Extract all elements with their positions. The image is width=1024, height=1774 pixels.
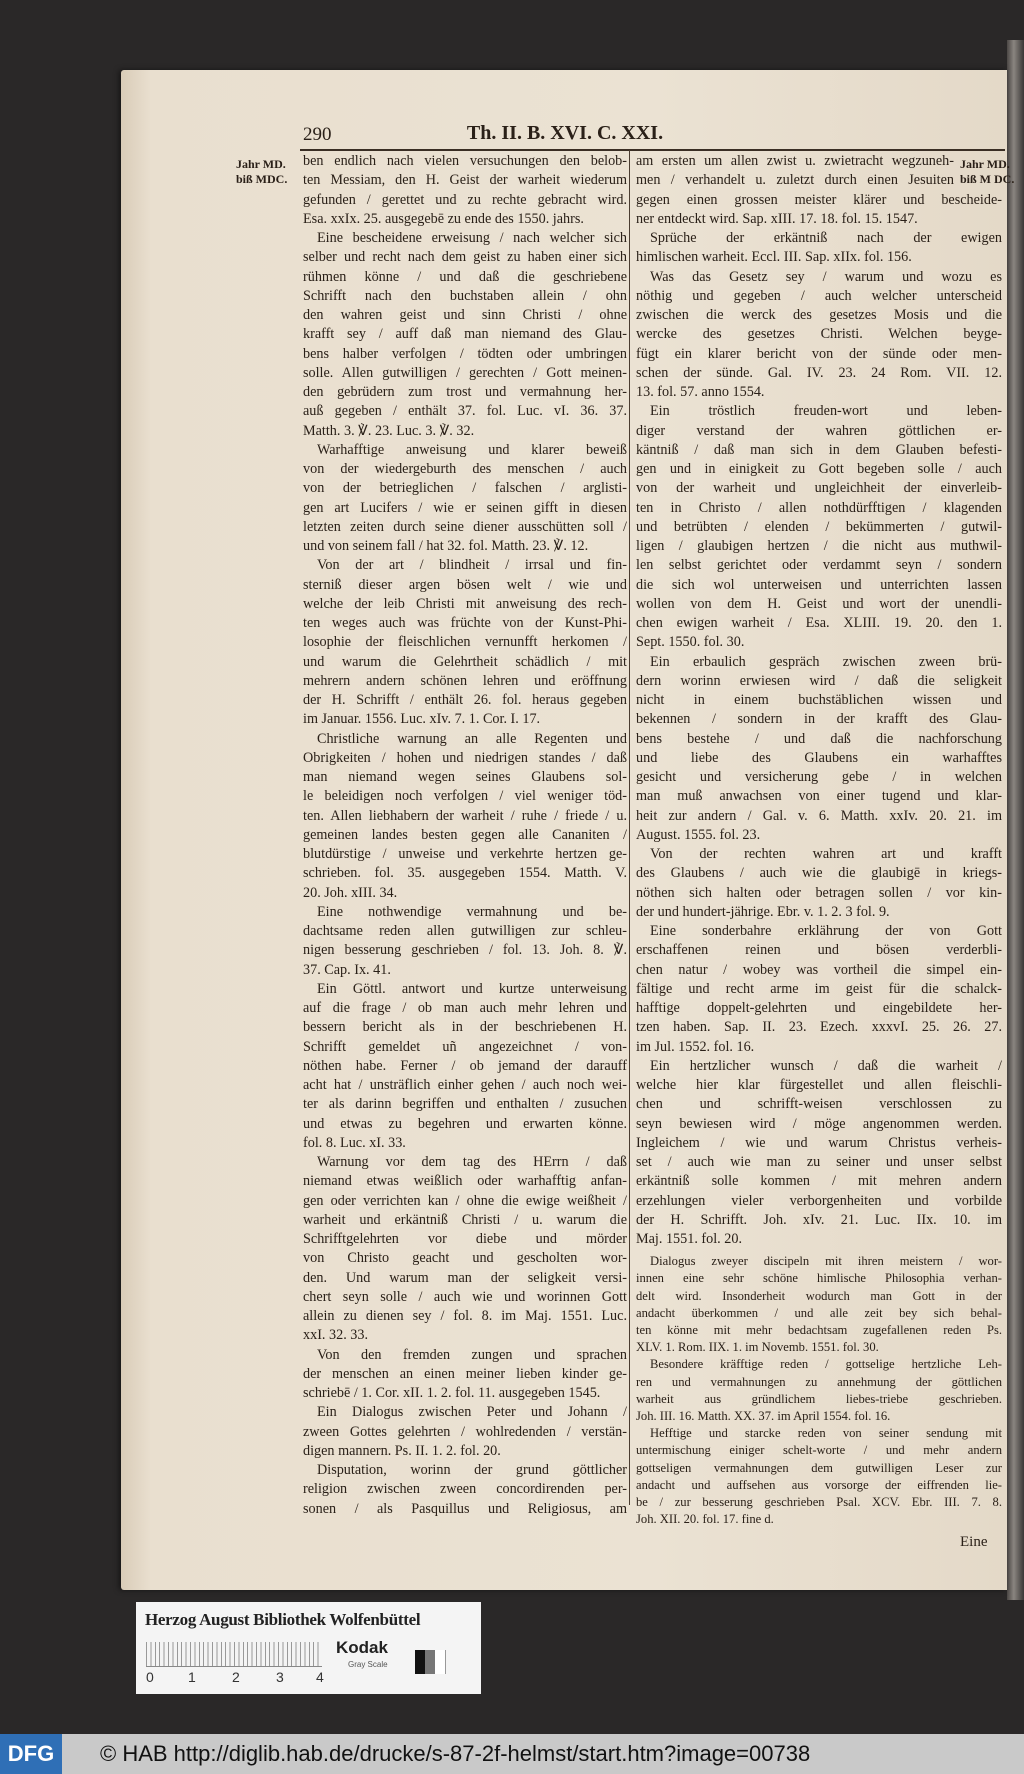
- text-line: gottseligen vermahnungen dem gutwilligen Leser zur: [636, 1460, 1002, 1475]
- text-line: und von seinem fall / hat 32. fol. Matth. 23. ℣. 12.: [303, 538, 589, 554]
- copyright-link[interactable]: © HAB http://diglib.hab.de/drucke/s-87-2f-helmst/start.htm?image=00738: [100, 1741, 811, 1766]
- left-column: [303, 152, 627, 1519]
- text-line: Disputation, worinn der grund göttlicher: [317, 1462, 627, 1478]
- text-line: Besondere kräfftige reden / gottselige hertzliche Leh-: [650, 1357, 1002, 1372]
- text-line: Sept. 1550. fol. 30.: [636, 634, 745, 651]
- right-column-main: [636, 152, 1002, 1249]
- text-line: schrieben. fol. 35. ausgegeben 1554. Matth. V.: [303, 865, 627, 882]
- text-line: mehrern andern schönen lehren und eröffnung: [303, 672, 627, 689]
- header-rule: [300, 149, 1005, 151]
- text-line: nigen besserung geschrieben / fol. 13. Joh. 8. ℣.: [303, 942, 627, 959]
- text-line: wercke des gesetzes Christi. Welchen beyge-: [636, 326, 1002, 343]
- text-line: bens halber verfolgen / tödten oder umbringen: [303, 345, 627, 362]
- text-line: Was das Gesetz sey / warum und wozu es: [650, 268, 1002, 285]
- text-line: Eine nothwendige vermahnung und be-: [317, 903, 627, 920]
- text-line: gefunden / gerettet und zu rechte gebracht wird.: [303, 191, 627, 208]
- text-line: niemand etwas weißlich oder warhafftig anfan-: [303, 1173, 627, 1190]
- text-line: Eine sonderbahre erklährung der von Gott: [650, 923, 1002, 939]
- text-line: solle. Allen gutwilligen / gerechten / Gott meinen-: [303, 364, 627, 381]
- text-line: schriebē / 1. Cor. xII. 1. 2. fol. 11. ausgegeben 1545.: [303, 1385, 601, 1401]
- text-line: Esa. xxIx. 25. ausgegebē zu ende des 1550. jahrs.: [303, 210, 584, 227]
- text-line: von der betrieglichen / falschen / arglisti-: [303, 480, 627, 497]
- text-line: welche hier klar fürgestellet und allen fleischli-: [636, 1077, 1002, 1093]
- text-line: andacht überkommen / und alle zeit bey sich behal-: [636, 1305, 1002, 1320]
- text-line: Ein hertzlicher wunsch / daß die warheit /: [650, 1057, 1002, 1074]
- text-line: 13. fol. 57. anno 1554.: [636, 384, 765, 400]
- text-line: innen eine sehr schöne himlische Philosophia verhan-: [636, 1271, 1002, 1286]
- text-line: man muß anwachsen von einer tugend und klar-: [636, 788, 1002, 805]
- text-line: warheit und erkäntniß Christi / u. warum die: [303, 1211, 627, 1228]
- text-line: sterniß dieser argen bösen welt / wie und: [303, 576, 627, 593]
- text-line: ren und vermahnungen zu annehmung der göttlichen: [636, 1374, 1002, 1389]
- text-line: Ein Dialogus zwischen Peter und Johann /: [317, 1404, 627, 1421]
- text-line: ter als darinn begriffen und enthalten / zusuchen: [303, 1096, 627, 1113]
- text-line: von der warheit und ungleichheit der einverleib-: [636, 480, 1002, 497]
- text-line: der und hundert-jährige. Ebr. v. 1. 2. 3 fol. 9.: [636, 903, 890, 920]
- catchword: Eine: [960, 1534, 988, 1550]
- scale-ruler: [146, 1642, 322, 1667]
- text-line: Obrigkeiten / hohen und niedrigen standes / daß: [303, 749, 627, 766]
- text-line: le beleidigen noch verfolgen / viel weniger töd-: [303, 788, 627, 805]
- text-line: blutdürstige / unweise und verkehrte hertzen ge-: [303, 846, 627, 862]
- text-line: und warum die Gelehrtheit schädlich / mit: [303, 653, 627, 670]
- text-line: Joh. III. 16. Matth. XX. 37. im April 1554. fol. 16.: [636, 1408, 891, 1423]
- text-line: gen und in einigkeit zu Gott begeben solle / auch: [636, 461, 1002, 477]
- text-line: und liebe des Glaubens ein warhafftes: [636, 749, 1002, 766]
- text-line: acht hat / unsträflich einher gehen / auch noch wei-: [303, 1077, 627, 1093]
- text-line: auf die frage / ob man auch mehr lehren und: [303, 1000, 627, 1016]
- text-line: XLV. 1. Rom. IIX. 1. im Novemb. 1551. fol. 30.: [636, 1340, 879, 1355]
- margin-note-line: biß MDC.: [236, 172, 288, 186]
- text-line: letzten zeiten durch seine diener ausschütten soll /: [303, 518, 627, 535]
- text-line: und etwas zu begehren und erwarten könne.: [303, 1115, 627, 1132]
- text-line: ten. Allen liebhabern der warheit / ruhe / friede / u.: [303, 807, 627, 824]
- text-line: rühmen könne / und daß die geschriebene: [303, 268, 627, 285]
- gray-swatch: [425, 1650, 435, 1674]
- margin-note-line: Jahr MD.: [236, 157, 286, 171]
- text-line: Von den fremden zungen und sprachen: [317, 1346, 627, 1363]
- text-line: fältige und recht arme im geist für die schalck-: [636, 980, 1002, 997]
- column-divider: [629, 150, 630, 1505]
- white-swatch: [435, 1650, 446, 1674]
- page-number: 290: [303, 124, 332, 145]
- text-line: ligen / glaubigen hertzen / die nicht aus muthwil-: [636, 538, 1002, 554]
- text-line: losophie der fleischlichen vernunfft herkomen /: [303, 634, 627, 651]
- text-line: im Jul. 1552. fol. 16.: [636, 1038, 755, 1055]
- ruler-tick: 2: [232, 1669, 240, 1685]
- text-line: den gebrüdern zum trost und vermahnung her-: [303, 384, 627, 400]
- text-line: erzehlungen vieler verborgenheiten und vorbilde: [636, 1192, 1002, 1209]
- text-line: gemeinen landes besten gegen alle Cananiten /: [303, 826, 627, 843]
- text-line: andacht und auffsehen aus vorsorge der eiffrenden lie-: [636, 1477, 1002, 1492]
- text-line: zwischen die werck des gesetzes Mosis und die: [636, 307, 1002, 323]
- text-line: gen art Lucifers / wie er seinen gifft in diesen: [303, 499, 627, 516]
- text-line: Maj. 1551. fol. 20.: [636, 1231, 743, 1247]
- text-line: gesicht und versicherung gebe / in welchen: [636, 769, 1002, 785]
- text-line: nöthen sich halten oder betragen sollen / vor kin-: [636, 884, 1002, 901]
- text-line: religion zwischen zween concordirenden per-: [303, 1481, 627, 1498]
- text-line: ten Messiam, den H. Geist der warheit wiederum: [303, 172, 627, 189]
- text-line: selber und recht nach dem geist zu haben einer sich: [303, 249, 627, 266]
- text-line: Von der rechten wahren art und krafft: [650, 846, 1002, 862]
- text-line: Matth. 3. ℣. 23. Luc. 3. ℣. 32.: [303, 422, 475, 439]
- text-line: erkäntniß solle kommen / mit mehren andern: [636, 1173, 1002, 1190]
- text-line: den wahren geist und sinn Christi / ohne: [303, 307, 627, 323]
- text-line: die sich wol unterweisen und unterrichten lassen: [636, 576, 1002, 593]
- text-line: Dialogus zweyer discipeln mit ihren meistern / wor-: [650, 1254, 1002, 1269]
- text-line: ten weges auch was früchte von der Kunst-Phi-: [303, 615, 627, 631]
- scan-color-label: [136, 1602, 481, 1694]
- text-line: nicht in einem buchstäblichen wissen und: [636, 692, 1002, 708]
- text-line: von der wiedergeburth des menschen / auch: [303, 461, 627, 477]
- text-line: len selbst gerichtet oder verdammt seyn / sondern: [636, 557, 1002, 574]
- text-line: chen natur / wobey was vortheil die simpel ein-: [636, 961, 1002, 978]
- text-line: untermischung einiger schelt-worte / und mehr andern: [636, 1443, 1002, 1458]
- text-line: Eine bescheidene erweisung / nach welcher sich: [317, 230, 627, 246]
- text-line: auß gegeben / enthält 37. fol. Luc. vI. 36. 37.: [303, 403, 627, 420]
- dfg-logo: DFG: [0, 1734, 62, 1774]
- text-line: bens bestehe / und daß die nachforschung: [636, 730, 1002, 747]
- ruler-tick: 3: [276, 1669, 284, 1685]
- book-edge: [1007, 40, 1024, 1600]
- ruler-tick: 1: [188, 1669, 196, 1685]
- gray-scale-label: Gray Scale: [348, 1660, 388, 1669]
- text-line: fol. 8. Luc. xI. 33.: [303, 1134, 406, 1151]
- text-line: tzen haben. Sap. II. 23. Ezech. xxxvI. 25. 26. 27.: [636, 1019, 1002, 1036]
- text-line: der H. Schrifft / enthält 26. fol. heraus gegeben: [303, 692, 627, 708]
- text-line: Warnung vor dem tag des HErrn / daß: [317, 1154, 627, 1170]
- text-line: delt wird. Insonderheit wodurch man Gott in der: [636, 1288, 1002, 1303]
- text-line: und betrübten / elenden / bekümmerten / gutwil-: [636, 518, 1002, 535]
- text-line: Ein tröstlich freuden-wort und leben-: [650, 403, 1002, 420]
- text-line: man niemand wegen seines Glaubens sol-: [303, 769, 627, 785]
- text-line: Ingleichem / wie und warum Christus verheis-: [636, 1134, 1002, 1151]
- text-line: 37. Cap. Ix. 41.: [303, 961, 391, 978]
- text-line: diger verstand der wahren göttlichen er-: [636, 422, 1002, 439]
- text-line: Hefftige und starcke reden von seiner sendung mit: [650, 1426, 1002, 1441]
- black-swatch: [415, 1650, 425, 1674]
- right-column-small-print: [636, 1253, 1002, 1528]
- footer-bar: [0, 1734, 1024, 1774]
- text-line: heit zur andern / Gal. v. 6. Matth. xxIv. 20. 21. im: [636, 807, 1002, 824]
- margin-note-left: [236, 157, 287, 187]
- text-line: nöthen habe. Ferner / ob jemand der darauff: [303, 1057, 627, 1074]
- right-column: [636, 152, 1002, 1528]
- text-line: erschaffenen reinen und bösen verderbli-: [636, 942, 1002, 959]
- text-line: krafft sey / auff daß man niemand des Glau-: [303, 326, 627, 343]
- margin-note-line: biß M DC.: [960, 172, 1015, 186]
- text-line: warheit aus gründlichem liebes-triebe geschrieben.: [636, 1391, 1002, 1406]
- text-line: im Januar. 1556. Luc. xIv. 7. 1. Cor. I. 17.: [303, 711, 541, 728]
- text-line: Christliche warnung an alle Regenten und: [317, 730, 627, 747]
- text-line: der menschen an einen meiner lieben kinder ge-: [303, 1365, 627, 1382]
- text-line: ben endlich nach vielen versuchungen den belob-: [303, 153, 627, 169]
- text-line: fügt ein klarer bericht von der sünde oder men-: [636, 345, 1002, 362]
- library-name: Herzog August Bibliothek Wolfenbüttel: [145, 1610, 421, 1629]
- text-line: chen und schrifft-weisen verschlossen zu: [636, 1096, 1002, 1113]
- text-line: chen ewigen warheit / Esa. XLIII. 19. 20. den 1.: [636, 615, 1002, 631]
- text-line: Schrifft gemeldet uñ angezeichnet / von-: [303, 1038, 627, 1055]
- text-line: Warhafftige anweisung und klarer beweiß: [317, 441, 627, 458]
- margin-note-right: [960, 157, 1014, 187]
- text-line: himlischen warheit. Eccl. III. Sap. xIIx. fol. 156.: [636, 249, 912, 266]
- text-line: ten in Christo / allen nothdürfftigen / klagenden: [636, 499, 1002, 516]
- text-line: zween Gottes gelehrten / wohlredenden / verstän-: [303, 1423, 627, 1440]
- text-line: am ersten um allen zwist u. zwietracht wegzuneh-: [636, 153, 954, 169]
- text-line: von Christo geacht und gescholten wor-: [303, 1250, 627, 1267]
- text-line: digen mannern. Ps. II. 1. 2. fol. 20.: [303, 1442, 501, 1459]
- text-line: des Glaubens / auch wie die glaubigē in kriegs-: [636, 865, 1002, 882]
- text-line: hafftige doppelt-gelehrten und eingebildete her-: [636, 1000, 1002, 1016]
- text-line: seyn bewiesen wird / möge angenommen werden.: [636, 1115, 1002, 1132]
- text-line: set / auch wie man zu seiner und unser selbst: [636, 1154, 1002, 1170]
- margin-note-line: Jahr MD.: [960, 157, 1010, 171]
- text-line: Sprüche der erkäntniß nach der ewigen: [650, 230, 1002, 246]
- text-line: men / verhandelt u. zuletzt durch einen Jesuiten: [636, 172, 954, 189]
- text-line: wollen von dem H. Geist und wort der unendli-: [636, 595, 1002, 612]
- text-line: gegen einen grossen meister klärer und bescheide-: [636, 191, 1002, 208]
- text-line: allein zu dienen sey / fol. 8. im Maj. 1551. Luc.: [303, 1308, 627, 1324]
- running-head: Th. II. B. XVI. C. XXI.: [466, 122, 664, 144]
- text-line: be / zur besserung geschrieben Psal. XCV. Ebr. III. 7. 8.: [636, 1494, 1002, 1509]
- text-line: schen der sünde. Gal. IV. 23. 24 Rom. VII. 12.: [636, 364, 1002, 381]
- ruler-tick: 4: [316, 1669, 324, 1685]
- text-line: chert seyn solle / auch wie und worinnen Gott: [303, 1288, 627, 1305]
- text-line: ner entdeckt wird. Sap. xIII. 17. 18. fol. 15. 1547.: [636, 210, 918, 227]
- text-line: welche der leib Christi mit anweisung des rech-: [303, 595, 627, 612]
- ruler-tick: 0: [146, 1669, 154, 1685]
- text-line: Von der art / blindheit / irrsal und fin-: [317, 557, 627, 574]
- text-line: sonen / als Pasquillus und Religiosus, am: [303, 1500, 627, 1517]
- text-line: ten könne mit mehr bedachtsam zugefallenen reden Ps.: [636, 1323, 1002, 1337]
- text-line: dern worinn erwiesen wird / daß die seligkeit: [636, 672, 1002, 689]
- text-line: dachtsame reden allen gutwilligen zur schleu-: [303, 923, 627, 939]
- text-line: xxI. 32. 33.: [303, 1327, 369, 1344]
- text-line: der H. Schrifft. Joh. xIv. 21. Luc. IIx. 10. im: [636, 1211, 1002, 1228]
- text-line: gen oder verrichten kan / ohne die ewige weißheit /: [303, 1192, 627, 1209]
- text-line: käntniß / daß man sich in dem Glauben befesti-: [636, 441, 1002, 458]
- text-line: Ein erbaulich gespräch zwischen zween brü-: [650, 653, 1002, 670]
- text-line: den. Und warum man der seligkeit versi-: [303, 1269, 627, 1286]
- text-line: Ein Göttl. antwort und kurtze unterweisung: [317, 980, 627, 997]
- text-line: Schrifft nach den buchstaben allein / ohn: [303, 287, 627, 304]
- text-line: bekennen / sondern in der krafft des Glau-: [636, 711, 1002, 728]
- text-line: August. 1555. fol. 23.: [636, 826, 761, 843]
- text-line: 20. Joh. xIII. 34.: [303, 884, 398, 901]
- text-line: bessern bericht als in der beschriebenen H.: [303, 1019, 627, 1036]
- text-line: Schrifftgelehrten vor diebe und mörder: [303, 1231, 627, 1247]
- text-line: Joh. XII. 20. fol. 17. fine d.: [636, 1512, 774, 1527]
- kodak-logo: Kodak: [336, 1638, 388, 1657]
- text-line: nöthig und gegeben / auch welcher unterscheid: [636, 287, 1002, 304]
